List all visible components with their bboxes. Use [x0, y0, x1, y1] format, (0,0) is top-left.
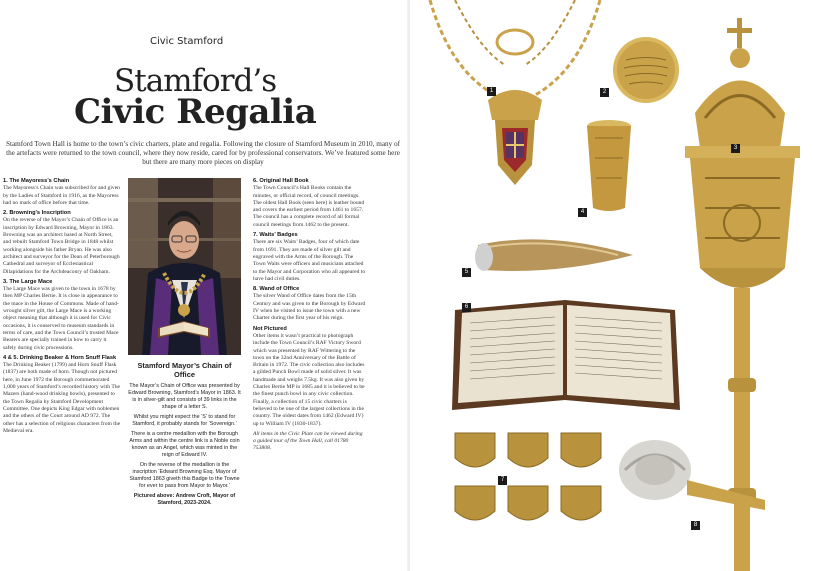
label-badge: 2 [600, 88, 609, 97]
caption-credit: Pictured above: Andrew Croft, Mayor of Stamford, 2023-2024. [133, 493, 236, 507]
label-badge: 3 [731, 144, 740, 153]
item-text: The Drinking Beaker (1799) and Horn Snuff Flask (1837) are both made of horn. Though not pictured here, in June 1972 the Borough commemorated 1,000 years of Stamford’s recorded history with The Mazers (hand-wood drinking bowls), presented to the Town Regalia by Stamford Development Committee. One depicts King Edgar with noblemen and the others of the Court around AD 972. The other has a selection of religious characters from the Medieval era. [3, 362, 121, 434]
item-heading: 4 & 5. Drinking Beaker & Horn Snuff Flask [3, 354, 117, 361]
item-heading: 2. Browning’s Inscription [3, 210, 71, 217]
label-badge: 1 [487, 87, 496, 96]
label-badge: 5 [462, 268, 471, 277]
medallion-photo [611, 35, 681, 105]
waits-badges-photo [450, 428, 610, 536]
item-text: On the reverse of the Mayor’s Chain of Office is an inscription by Edward Browning, Mayor in 1863. Browning was an architect based at North Street, and rebuilt Stamford Town Bridge in 1848 whilst working alongside his father Bryan. He was also architect and surveyor for the Dean of Peterborough Cathedral and surveyor of Ecclesiastical Dilapidations for the Archdeaconry of Oakham. [3, 217, 120, 275]
wand-of-office-photo [615, 425, 765, 545]
caption-paragraph: The Mayor’s Chain of Office was presented by Edward Browning, Stamford’s Mayor in 1863. It is in silver-gilt and consists of 39 links in the shape of a letter S. [128, 383, 241, 411]
item-text: The silver Wand of Office dates from the 15th Century and was given to the Borough by Edward IV when he visited to issue the town with a new Charter during the first year of his reign. [253, 293, 366, 322]
label-badge: 8 [691, 521, 700, 530]
item-text: The Mayoress’s Chain was subscribed for and given by the Ladies of Stamford in 1916, as the Mayoress had no mark of office before that time. [3, 185, 120, 206]
item-text: Other items it wasn’t practical to photograph include the Town Council’s RAF Victory Sword which was presented by RAF Wittering to the town on the 32nd Anniversary of the Battle of Britain in 1972. The civic collection also includes a gilded Punch Bowl made of solid silver. It was handmade and weighs 7.5kg. It was also given by Charles Bertie MP in 1685 and it is believed to be the finest punch bowl in any civic collection. Finally, a collection of 15 civic charters is believed to be one of the largest collections in the country. The oldest dates from 1462 (Edward IV) up to William IV (1830-1837). [253, 332, 365, 427]
item-text: All items in the Civic Plate can be viewed during a guided tour of the Town Hall, call 01780 753808. [253, 430, 363, 452]
horn-snuff-flask-photo [468, 225, 638, 280]
drinking-beaker-photo [585, 118, 633, 216]
caption-paragraph: On the reverse of the medallion is the inscription ‘Edward Browning Esq. Mayor of Stamford 1863 giveth this Badge to the Towne for ever to pass from Mayor to Mayor.’ [129, 462, 240, 490]
item-text: The Town Council’s Hall Books contain the minutes, or official record, of council meetings. The oldest Hall Book (seen here) is leather bound and covers the earliest period from 1461 to 1657. The council has a complete record of all formal council meetings from 1462 to the present. [253, 185, 365, 228]
title-line-1: Stamford’s [114, 63, 277, 99]
hall-book-photo [450, 295, 682, 415]
column-left [3, 178, 121, 438]
label-badge: 6 [462, 303, 471, 312]
item-heading: 3. The Large Mace [3, 278, 53, 285]
label-badge: 4 [578, 208, 587, 217]
right-page [410, 0, 814, 571]
item-heading: 6. Original Hall Book [253, 178, 309, 184]
caption-paragraph: Whilst you might expect the ‘S’ to stand for Stamford, it probably stands for ‘Sovereign.’ [132, 414, 237, 428]
item-heading: 7. Waits’ Badges [253, 232, 298, 239]
caption-title: Stamford Mayor’s Chain of Office [137, 361, 232, 379]
column-right [253, 178, 366, 456]
section-label: Civic Stamford [150, 36, 224, 47]
label-badge: 7 [498, 476, 507, 485]
item-text: The Large Mace was given to the town in 1678 by then MP Charles Bertie. It is close in appearance to the mace in the House of Commons. Made of hand-wrought silver gilt, the Large Mace is a working object meaning that although it is used for Civic occasions, it is conserved to museum standards in terms of care, and the Town Council’s trusted Mace Bearers are specially trained in how to carry it safely during civic processions. [3, 286, 119, 351]
portrait-caption [128, 362, 241, 510]
item-text: There are six Waits’ Badges, four of which date from 1691. They are made of silver gilt and engraved with the Arms of the Borough. The Town Waits were officers and musicians attached to the Mayor and Corporation who all appeared to have had civil duties. [253, 239, 366, 282]
item-heading: Not Pictured [253, 325, 287, 332]
title-line-2: Civic Regalia [74, 92, 317, 132]
caption-paragraph: There is a centre medallion with the Borough Arms and within the centre link is a Noble coin known as an Angel, which was minted in the reign of Edward IV. [129, 431, 240, 459]
intro-paragraph: Stamford Town Hall is home to the town’s civic charters, plate and regalia. Following the closure of Stamford Museum in 2010, many of the artefacts were returned to the town council, where they now reside, cared for by professional conservators. We’ve featured some here but there are many more pieces on display [6, 140, 400, 167]
item-heading: 1. The Mayoress’s Chain [3, 178, 70, 184]
mayor-portrait-photo [128, 178, 241, 355]
item-heading: 8. Wand of Office [253, 286, 300, 293]
mayor-portrait-illustration [128, 178, 241, 355]
